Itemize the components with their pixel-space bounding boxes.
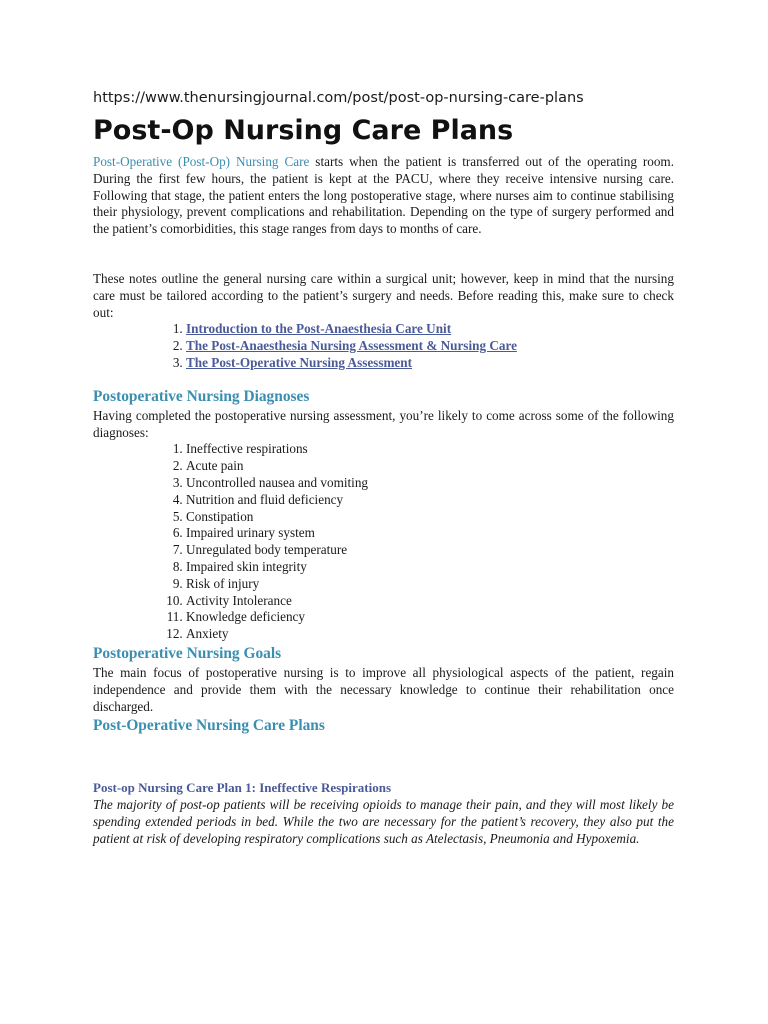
notes-paragraph: These notes outline the general nursing care within a surgical unit; however, keep in mind that the nursing care must be tailored according to the patient’s surgery and needs. Before reading this, make sure to check out:: [93, 270, 674, 320]
list-item: 2. Acute pain: [186, 458, 674, 475]
list-item: 8. Impaired skin integrity: [186, 559, 674, 576]
list-item: 1. Ineffective respirations: [186, 441, 674, 458]
source-url: https://www.thenursingjournal.com/post/post-op-nursing-care-plans: [93, 90, 584, 106]
list-item: 9. Risk of injury: [186, 576, 674, 593]
prerequisite-links-list: [93, 321, 674, 371]
list-item: [186, 321, 674, 338]
link-postop-assessment[interactable]: The Post-Operative Nursing Assessment: [186, 354, 413, 370]
list-item: 10. Activity Intolerance: [186, 593, 674, 610]
list-item: [186, 355, 674, 372]
link-pacu-assessment[interactable]: The Post-Anaesthesia Nursing Assessment & Nursing Care: [186, 338, 517, 354]
care-plan-1-paragraph: The majority of post-op patients will be receiving opioids to manage their pain, and they will most likely be spending extended periods in bed. While the two are necessary for the patient’s recovery, they also put the patient at risk of developing respiratory complications such as Atelectasis, Pneumonia and Hypoxemia.: [93, 797, 674, 846]
page-title: Post-Op Nursing Care Plans: [93, 115, 514, 146]
care-plans-heading: Post-Operative Nursing Care Plans: [93, 717, 325, 735]
list-item: [186, 338, 674, 355]
list-item: 3. Uncontrolled nausea and vomiting: [186, 475, 674, 492]
list-item: 6. Impaired urinary system: [186, 525, 674, 542]
list-item: 4. Nutrition and fluid deficiency: [186, 492, 674, 509]
diagnoses-paragraph: Having completed the postoperative nursing assessment, you’re likely to come across some of the following diagnoses:: [93, 407, 674, 440]
list-item: 7. Unregulated body temperature: [186, 542, 674, 559]
intro-lead: Post-Operative (Post-Op) Nursing Care: [93, 154, 310, 169]
diagnoses-heading: Postoperative Nursing Diagnoses: [93, 387, 310, 405]
list-item: 12. Anxiety: [186, 626, 674, 643]
link-intro-pacu[interactable]: Introduction to the Post-Anaesthesia Care Unit: [186, 321, 452, 337]
goals-heading: Postoperative Nursing Goals: [93, 644, 282, 662]
intro-rest: starts when the patient is transferred out of the operating room. During the first few hours, the patient is kept at the PACU, where they receive intensive nursing care. Following that stage, the patient enters the long postoperative stage, where nurses aim to continue stabilising their physiology, prevent complications and rehabilitation. Depending on the type of surgery performed and the patient’s comorbidities, this stage ranges from days to months of care.: [93, 154, 674, 237]
care-plan-1-heading: Post-op Nursing Care Plan 1: Ineffective Respirations: [93, 780, 392, 796]
diagnoses-list: [93, 441, 674, 643]
goals-paragraph: The main focus of postoperative nursing is to improve all physiological aspects of the patient, regain independence and provide them with the necessary knowledge to continue their rehabilitation once discharged.: [93, 664, 674, 714]
intro-paragraph: [93, 154, 674, 238]
list-item: 11. Knowledge deficiency: [186, 609, 674, 626]
list-item: 5. Constipation: [186, 509, 674, 526]
